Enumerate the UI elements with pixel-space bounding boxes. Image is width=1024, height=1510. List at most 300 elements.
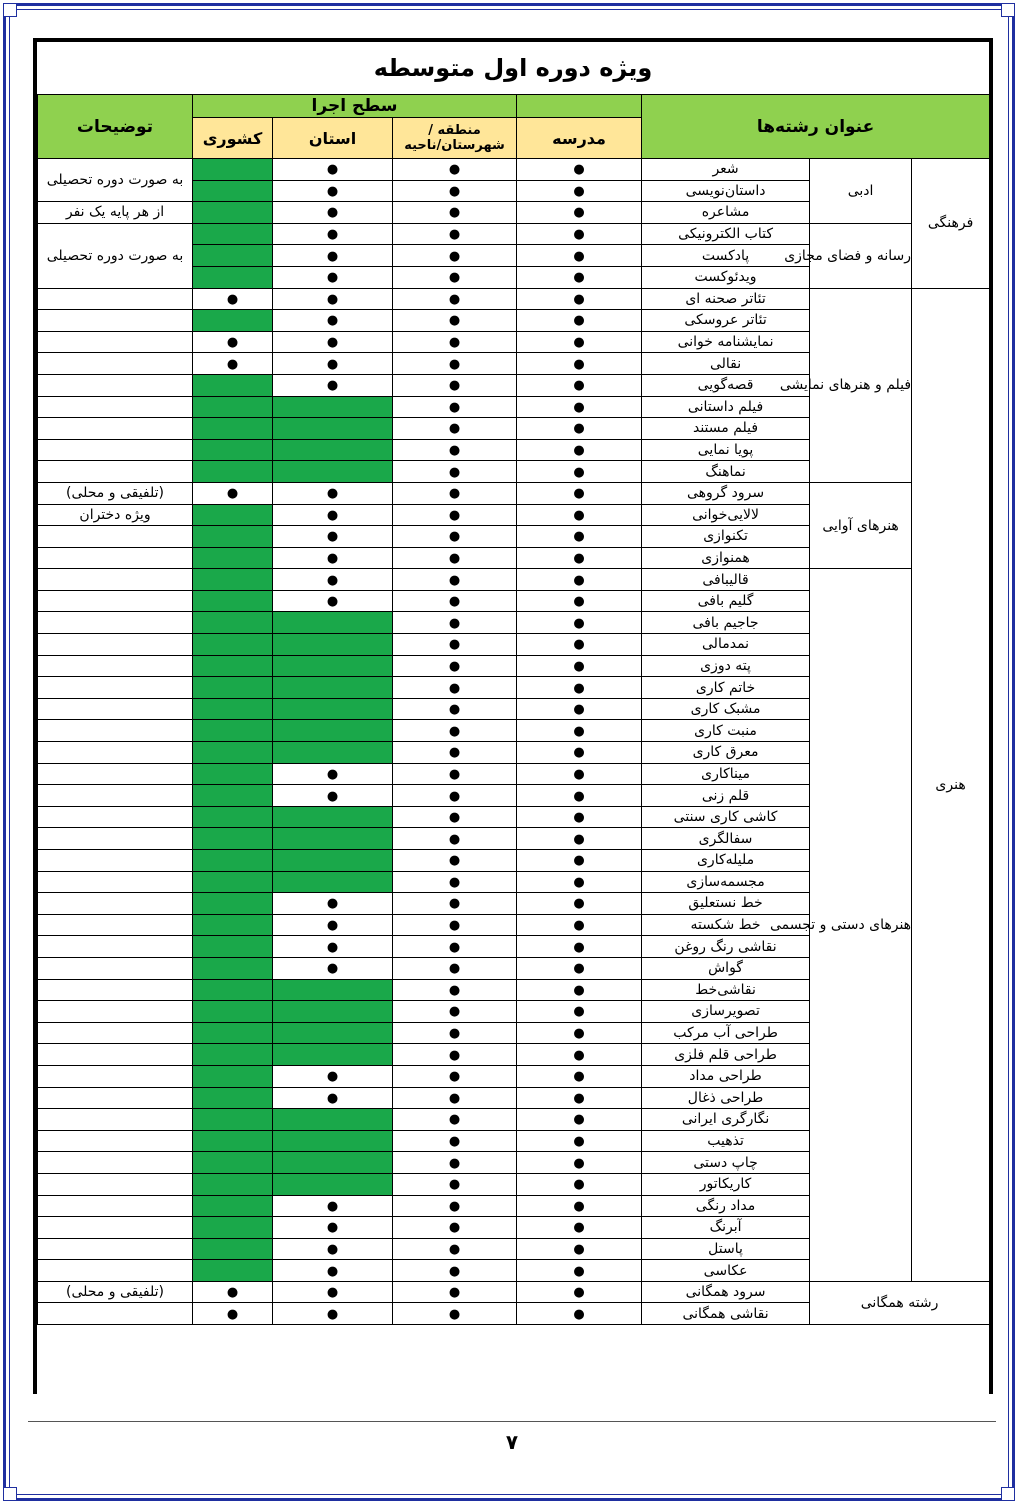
field-name: گواش: [642, 957, 810, 979]
dot-mark: ●: [573, 205, 585, 221]
level-school-cell: [517, 871, 642, 893]
level-national-cell: [193, 785, 273, 807]
level-province-cell: [273, 1238, 393, 1260]
dot-mark: ●: [573, 961, 585, 977]
level-province-cell: [273, 1217, 393, 1239]
level-school-cell: [517, 936, 642, 958]
dot-mark: ●: [573, 572, 585, 588]
level-school-cell: [517, 612, 642, 634]
note-cell: [38, 310, 193, 332]
level-school-cell: [517, 1217, 642, 1239]
dot-mark: ●: [326, 205, 339, 221]
level-district-cell: [393, 418, 517, 440]
level-national-cell: [193, 1195, 273, 1217]
field-name: نمایشنامه خوانی: [642, 331, 810, 353]
level-district-cell: [393, 1109, 517, 1131]
category-cell: هنری: [912, 288, 990, 1281]
level-province-cell: [273, 828, 393, 850]
corner-ornament: [1001, 1487, 1015, 1501]
dot-mark: ●: [573, 1069, 585, 1085]
dot-mark: ●: [326, 1069, 339, 1085]
dot-mark: ●: [448, 1241, 461, 1257]
dot-mark: ●: [448, 1090, 461, 1106]
dot-mark: ●: [326, 183, 339, 199]
level-school-cell: [517, 1001, 642, 1023]
level-province-cell: [273, 720, 393, 742]
note-cell: [38, 1087, 193, 1109]
dot-mark: ●: [448, 183, 461, 199]
dot-mark: ●: [326, 766, 339, 782]
dot-mark: ●: [448, 1198, 461, 1214]
field-name: تذهیب: [642, 1130, 810, 1152]
level-school-cell: [517, 439, 642, 461]
dot-mark: ●: [573, 486, 585, 502]
dot-mark: ●: [573, 227, 585, 243]
level-national-cell: [193, 1238, 273, 1260]
level-province-cell: [273, 202, 393, 224]
dot-mark: ●: [573, 291, 585, 307]
page-title: ویژه دوره اول متوسطه: [373, 54, 653, 82]
level-district-cell: [393, 288, 517, 310]
field-name: آبرنگ: [642, 1217, 810, 1239]
level-school-cell: [517, 331, 642, 353]
dot-mark: ●: [573, 1112, 585, 1128]
dot-mark: ●: [448, 831, 461, 847]
level-province-cell: [273, 288, 393, 310]
field-name: میناکاری: [642, 763, 810, 785]
dot-mark: ●: [573, 1090, 585, 1106]
dot-mark: ●: [448, 335, 461, 351]
dot-mark: ●: [573, 1026, 585, 1042]
level-national-cell: [193, 1260, 273, 1282]
level-district-cell: [393, 1087, 517, 1109]
field-name: پویا نمایی: [642, 439, 810, 461]
dot-mark: ●: [326, 1263, 339, 1279]
dot-mark: ●: [573, 982, 585, 998]
dot-mark: ●: [326, 356, 339, 372]
level-district-cell: [393, 1260, 517, 1282]
note-cell: [38, 893, 193, 915]
note-cell: [38, 1195, 193, 1217]
field-name: تئاتر عروسکی: [642, 310, 810, 332]
level-national-cell: [193, 418, 273, 440]
dot-mark: ●: [573, 810, 585, 826]
level-school-cell: [517, 396, 642, 418]
dot-mark: ●: [448, 529, 461, 545]
dot-mark: ●: [448, 1112, 461, 1128]
level-national-cell: [193, 547, 273, 569]
level-province-cell: [273, 569, 393, 591]
field-name: کاشی کاری سنتی: [642, 806, 810, 828]
level-school-cell: [517, 763, 642, 785]
note-cell: [38, 828, 193, 850]
header-national: کشوری: [193, 118, 273, 159]
level-district-cell: [393, 677, 517, 699]
dot-mark: ●: [448, 1285, 461, 1301]
level-province-cell: [273, 310, 393, 332]
note-cell: [38, 331, 193, 353]
table-row: [38, 1281, 990, 1303]
level-district-cell: [393, 785, 517, 807]
dot-mark: ●: [573, 464, 585, 480]
level-school-cell: [517, 180, 642, 202]
level-national-cell: [193, 353, 273, 375]
level-district-cell: [393, 1217, 517, 1239]
dot-mark: ●: [226, 291, 239, 307]
level-district-cell: [393, 1065, 517, 1087]
level-province-cell: [273, 159, 393, 181]
field-name: همنوازی: [642, 547, 810, 569]
dot-mark: ●: [448, 1263, 461, 1279]
table-row: [38, 159, 990, 181]
level-school-cell: [517, 698, 642, 720]
dot-mark: ●: [326, 1241, 339, 1257]
level-province-cell: [273, 482, 393, 504]
field-name: نقاشی رنگ روغن: [642, 936, 810, 958]
note-cell: [38, 1217, 193, 1239]
level-school-cell: [517, 374, 642, 396]
field-name: تکنوازی: [642, 526, 810, 548]
field-name: ملیله‌کاری: [642, 850, 810, 872]
level-district-cell: [393, 850, 517, 872]
level-district-cell: [393, 439, 517, 461]
dot-mark: ●: [448, 1069, 461, 1085]
level-district-cell: [393, 1238, 517, 1260]
category-cell: فرهنگی: [912, 159, 990, 289]
note-cell: [38, 418, 193, 440]
level-national-cell: [193, 461, 273, 483]
level-school-cell: [517, 720, 642, 742]
note-cell: [38, 1173, 193, 1195]
field-name: سفالگری: [642, 828, 810, 850]
level-national-cell: [193, 612, 273, 634]
dot-mark: ●: [226, 1285, 239, 1301]
level-school-cell: [517, 742, 642, 764]
level-school-cell: [517, 526, 642, 548]
note-cell: [38, 677, 193, 699]
note-cell: [38, 1065, 193, 1087]
dot-mark: ●: [573, 896, 585, 912]
dot-mark: ●: [448, 443, 461, 459]
group-cell: هنرهای آوایی: [810, 482, 912, 568]
level-province-cell: [273, 526, 393, 548]
level-province-cell: [273, 1022, 393, 1044]
dot-mark: ●: [573, 1047, 585, 1063]
dot-mark: ●: [326, 788, 339, 804]
dot-mark: ●: [573, 723, 585, 739]
level-school-cell: [517, 590, 642, 612]
level-national-cell: [193, 828, 273, 850]
level-province-cell: [273, 936, 393, 958]
field-name: سرود همگانی: [642, 1281, 810, 1303]
note-cell: [38, 763, 193, 785]
table-row: [38, 482, 990, 504]
corner-ornament: [3, 1487, 17, 1501]
header-school: مدرسه: [517, 118, 642, 159]
level-province-cell: [273, 266, 393, 288]
field-name: عکاسی: [642, 1260, 810, 1282]
note-cell: [38, 720, 193, 742]
level-district-cell: [393, 1152, 517, 1174]
level-national-cell: [193, 893, 273, 915]
dot-mark: ●: [573, 1004, 585, 1020]
table-row: [38, 223, 990, 245]
dot-mark: ●: [226, 356, 239, 372]
level-district-cell: [393, 504, 517, 526]
level-province-cell: [273, 979, 393, 1001]
dot-mark: ●: [326, 550, 339, 566]
note-cell: [38, 569, 193, 591]
dot-mark: ●: [573, 1285, 585, 1301]
level-province-cell: [273, 245, 393, 267]
level-province-cell: [273, 396, 393, 418]
table-body: [38, 159, 990, 1325]
level-province-cell: [273, 742, 393, 764]
level-school-cell: [517, 806, 642, 828]
dot-mark: ●: [573, 356, 585, 372]
dot-mark: ●: [573, 1306, 585, 1322]
field-name: مداد رنگی: [642, 1195, 810, 1217]
field-name: قالیبافی: [642, 569, 810, 591]
level-school-cell: [517, 1260, 642, 1282]
dot-mark: ●: [448, 1134, 461, 1150]
level-province-cell: [273, 850, 393, 872]
field-name: نقاشی‌خط: [642, 979, 810, 1001]
level-province-cell: [273, 439, 393, 461]
level-national-cell: [193, 266, 273, 288]
level-school-cell: [517, 504, 642, 526]
level-district-cell: [393, 547, 517, 569]
dot-mark: ●: [448, 853, 461, 869]
dot-mark: ●: [448, 615, 461, 631]
header-district: منطقه / شهرستان/ناحیه: [393, 118, 517, 159]
level-district-cell: [393, 1022, 517, 1044]
level-school-cell: [517, 914, 642, 936]
corner-ornament: [3, 3, 17, 17]
level-national-cell: [193, 871, 273, 893]
note-cell: (تلفیقی و محلی): [38, 482, 193, 504]
field-name: نماهنگ: [642, 461, 810, 483]
note-cell: [38, 1130, 193, 1152]
dot-mark: ●: [448, 658, 461, 674]
dot-mark: ●: [573, 550, 585, 566]
field-name: کاریکاتور: [642, 1173, 810, 1195]
level-district-cell: [393, 828, 517, 850]
note-cell: [38, 590, 193, 612]
dot-mark: ●: [573, 680, 585, 696]
dot-mark: ●: [326, 378, 339, 394]
dot-mark: ●: [448, 1177, 461, 1193]
level-district-cell: [393, 806, 517, 828]
level-school-cell: [517, 418, 642, 440]
level-national-cell: [193, 806, 273, 828]
level-school-cell: [517, 266, 642, 288]
field-name: تئاتر صحنه ای: [642, 288, 810, 310]
level-national-cell: [193, 1173, 273, 1195]
dot-mark: ●: [573, 443, 585, 459]
level-national-cell: [193, 1109, 273, 1131]
dot-mark: ●: [448, 572, 461, 588]
field-name: طراحی مداد: [642, 1065, 810, 1087]
note-cell: از هر پایه یک نفر: [38, 202, 193, 224]
note-cell: [38, 655, 193, 677]
level-school-cell: [517, 1303, 642, 1325]
dot-mark: ●: [448, 291, 461, 307]
category-cell: رشته همگانی: [810, 1281, 990, 1324]
level-national-cell: [193, 504, 273, 526]
level-province-cell: [273, 1281, 393, 1303]
group-cell: فیلم و هنرهای نمایشی: [810, 288, 912, 482]
note-cell: [38, 1152, 193, 1174]
level-district-cell: [393, 1195, 517, 1217]
field-name: لالایی‌خوانی: [642, 504, 810, 526]
level-school-cell: [517, 288, 642, 310]
field-name: داستان‌نویسی: [642, 180, 810, 202]
level-school-cell: [517, 482, 642, 504]
dot-mark: ●: [326, 227, 339, 243]
field-name: نقالی: [642, 353, 810, 375]
level-national-cell: [193, 482, 273, 504]
level-province-cell: [273, 1130, 393, 1152]
level-province-cell: [273, 634, 393, 656]
note-cell: [38, 1001, 193, 1023]
level-district-cell: [393, 310, 517, 332]
level-province-cell: [273, 612, 393, 634]
level-district-cell: [393, 482, 517, 504]
level-school-cell: [517, 785, 642, 807]
field-name: مشبک کاری: [642, 698, 810, 720]
level-national-cell: [193, 1217, 273, 1239]
dot-mark: ●: [448, 637, 461, 653]
level-district-cell: [393, 720, 517, 742]
corner-ornament: [1001, 3, 1015, 17]
dot-mark: ●: [448, 464, 461, 480]
dot-mark: ●: [573, 248, 585, 264]
dot-mark: ●: [573, 1134, 585, 1150]
level-district-cell: [393, 936, 517, 958]
level-school-cell: [517, 353, 642, 375]
level-national-cell: [193, 180, 273, 202]
field-name: نمدمالی: [642, 634, 810, 656]
dot-mark: ●: [573, 831, 585, 847]
dot-mark: ●: [573, 788, 585, 804]
field-name: جاجیم بافی: [642, 612, 810, 634]
level-school-cell: [517, 159, 642, 181]
level-national-cell: [193, 677, 273, 699]
level-province-cell: [273, 957, 393, 979]
note-cell: [38, 634, 193, 656]
field-name: سرود گروهی: [642, 482, 810, 504]
dot-mark: ●: [448, 162, 461, 178]
dot-mark: ●: [448, 1220, 461, 1236]
level-province-cell: [273, 1173, 393, 1195]
level-province-cell: [273, 1044, 393, 1066]
dot-mark: ●: [448, 399, 461, 415]
level-province-cell: [273, 1152, 393, 1174]
dot-mark: ●: [573, 615, 585, 631]
dot-mark: ●: [573, 918, 585, 934]
dot-mark: ●: [226, 486, 239, 502]
note-cell: [38, 979, 193, 1001]
note-cell: [38, 914, 193, 936]
dot-mark: ●: [573, 421, 585, 437]
dot-mark: ●: [326, 961, 339, 977]
level-school-cell: [517, 634, 642, 656]
group-cell: هنرهای دستی و تجسمی: [810, 569, 912, 1282]
field-name: پاستل: [642, 1238, 810, 1260]
level-district-cell: [393, 331, 517, 353]
dot-mark: ●: [573, 1198, 585, 1214]
note-cell: [38, 785, 193, 807]
field-name: نقاشی همگانی: [642, 1303, 810, 1325]
dot-mark: ●: [448, 810, 461, 826]
level-national-cell: [193, 396, 273, 418]
dot-mark: ●: [326, 1198, 339, 1214]
document-body: [33, 38, 993, 1394]
level-school-cell: [517, 850, 642, 872]
level-province-cell: [273, 331, 393, 353]
level-district-cell: [393, 957, 517, 979]
level-province-cell: [273, 698, 393, 720]
dot-mark: ●: [448, 896, 461, 912]
page-number: ۷: [505, 1430, 519, 1454]
note-cell: [38, 1238, 193, 1260]
dot-mark: ●: [573, 874, 585, 890]
note-cell: [38, 1044, 193, 1066]
dot-mark: ●: [573, 183, 585, 199]
field-name: فیلم داستانی: [642, 396, 810, 418]
level-school-cell: [517, 655, 642, 677]
level-national-cell: [193, 1281, 273, 1303]
level-school-cell: [517, 1065, 642, 1087]
dot-mark: ●: [573, 399, 585, 415]
dot-mark: ●: [326, 594, 339, 610]
level-district-cell: [393, 461, 517, 483]
field-name: شعر: [642, 159, 810, 181]
dot-mark: ●: [448, 702, 461, 718]
level-province-cell: [273, 590, 393, 612]
level-school-cell: [517, 245, 642, 267]
dot-mark: ●: [448, 1004, 461, 1020]
level-province-cell: [273, 1260, 393, 1282]
header-level-blank: [517, 95, 642, 118]
level-school-cell: [517, 957, 642, 979]
dot-mark: ●: [448, 1155, 461, 1171]
level-national-cell: [193, 850, 273, 872]
level-national-cell: [193, 742, 273, 764]
note-cell: [38, 742, 193, 764]
level-province-cell: [273, 871, 393, 893]
level-province-cell: [273, 353, 393, 375]
level-school-cell: [517, 828, 642, 850]
level-district-cell: [393, 742, 517, 764]
level-school-cell: [517, 979, 642, 1001]
dot-mark: ●: [326, 1220, 339, 1236]
dot-mark: ●: [573, 529, 585, 545]
level-school-cell: [517, 1087, 642, 1109]
level-national-cell: [193, 310, 273, 332]
field-name: معرق کاری: [642, 742, 810, 764]
level-national-cell: [193, 245, 273, 267]
level-national-cell: [193, 1022, 273, 1044]
note-cell: [38, 957, 193, 979]
dot-mark: ●: [448, 227, 461, 243]
dot-mark: ●: [448, 594, 461, 610]
level-province-cell: [273, 655, 393, 677]
level-province-cell: [273, 763, 393, 785]
field-name: چاپ دستی: [642, 1152, 810, 1174]
level-national-cell: [193, 526, 273, 548]
